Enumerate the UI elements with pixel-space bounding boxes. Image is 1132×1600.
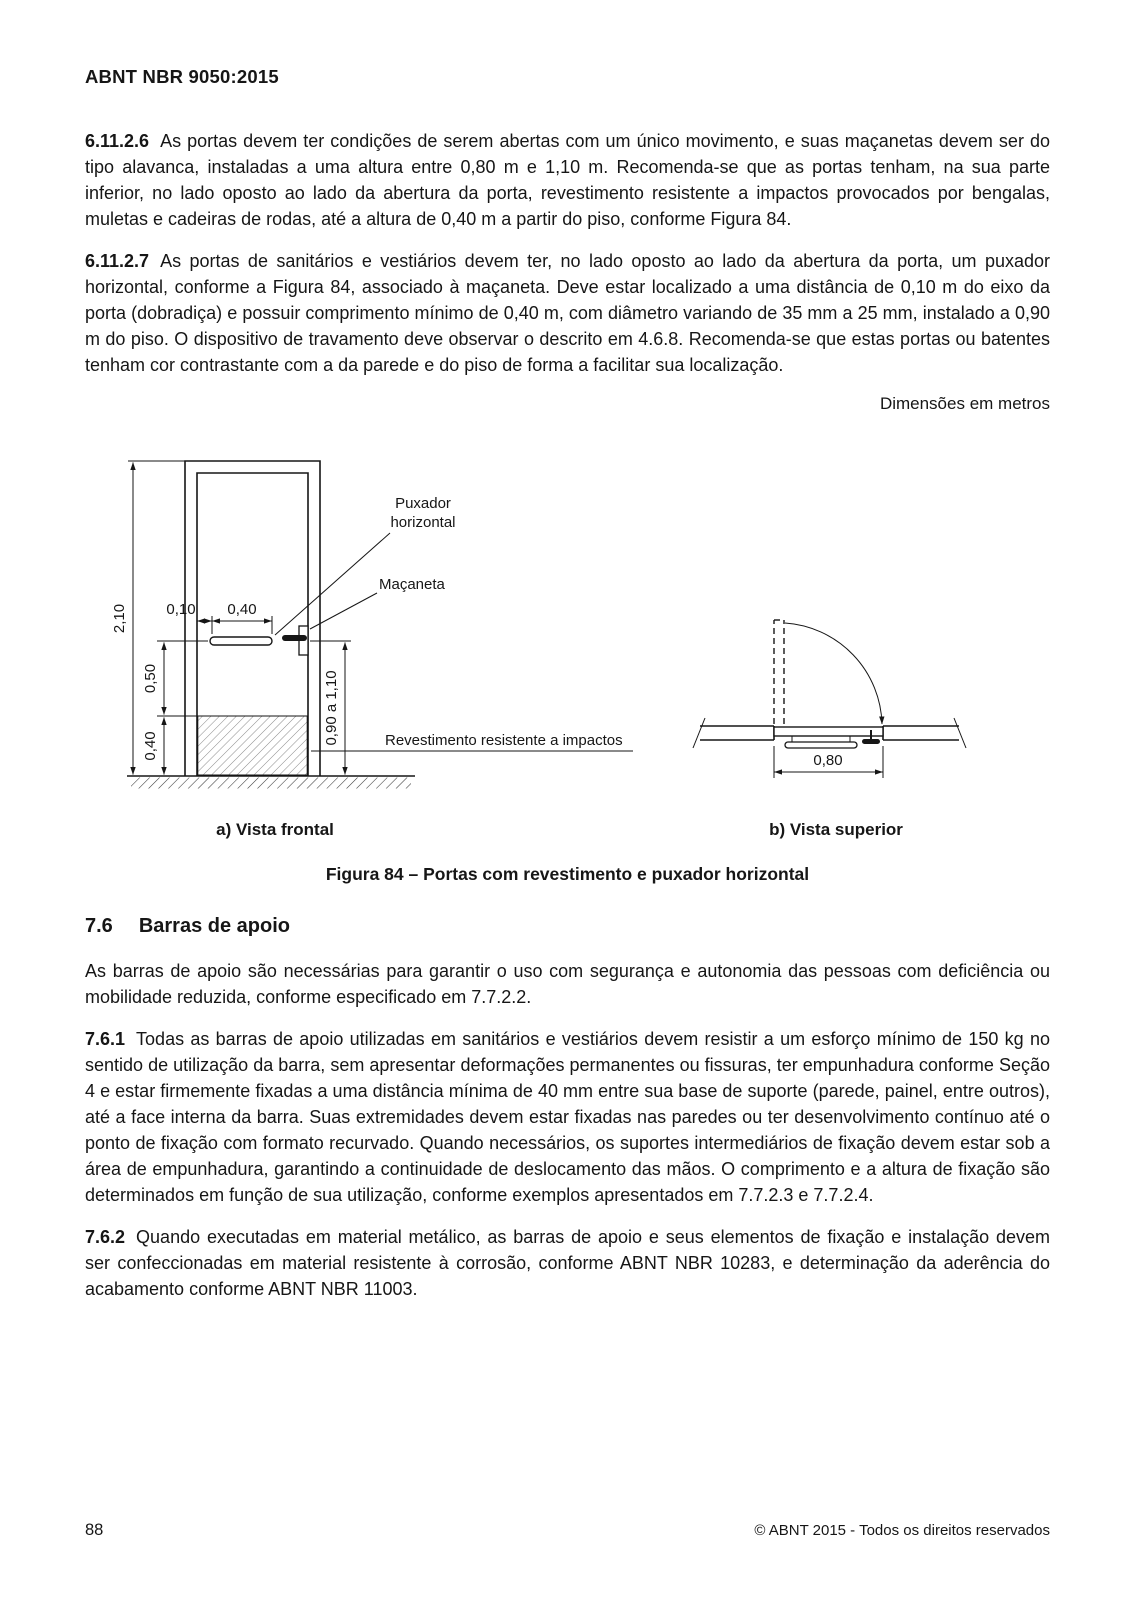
pull-handle-plan — [785, 742, 857, 748]
lever-handle-label: Maçaneta — [379, 576, 445, 593]
paragraph-7-6-intro — [85, 958, 1050, 1010]
dim-label-mid-height: 0,50 — [142, 663, 159, 694]
dimension-cladding-height — [142, 718, 164, 775]
clause-text: As portas de sanitários e vestiários devem ter, no lado oposto ao lado da abertura da porta, um puxador horizontal, conforme a Figura 84, associado à maçaneta. Deve estar localizado a uma distância de 0,10 m do eixo da porta (dobradiça) e possuir comprimento mínimo de 0,40 m, com diâmetro variando de 35 mm a 25 mm, instalado a 0,90 m do piso. O dispositivo de travamento deve observar o descrito em 4.6.8. Recomenda-se que estas portas ou batentes tenham cor contrastante com a da parede e do piso de forma a facilitar sua localização. — [85, 251, 1050, 375]
standard-code: ABNT NBR 9050:2015 — [85, 66, 279, 87]
dimension-door-width — [774, 746, 883, 778]
clause-7-6-2 — [85, 1224, 1050, 1302]
clause-number: 6.11.2.7 — [85, 251, 150, 271]
dim-label-door-width: 0,80 — [813, 752, 843, 769]
ground-hatch — [131, 778, 411, 789]
dim-label-total-height: 2,10 — [111, 603, 128, 634]
page-footer — [85, 1521, 1050, 1540]
clause-number: 7.6.1 — [85, 1029, 126, 1049]
dimension-mid-height — [142, 641, 208, 716]
dimension-handle-height-range — [310, 641, 351, 775]
dim-label-handle-height-range: 0,90 a 1,10 — [323, 670, 340, 746]
document-header — [85, 66, 1050, 88]
page-number: 88 — [85, 1521, 104, 1539]
impact-cladding-area — [198, 716, 307, 775]
ground — [127, 776, 415, 789]
clause-text: Quando executadas em material metálico, as barras de apoio e seus elementos de fixação e instalação devem ser confeccionadas em material resistente à corrosão, conforme ABNT NBR 10283, e determinação da aderência do acabamento conforme ABNT NBR 11003. — [85, 1227, 1050, 1299]
copyright-notice: © ABNT 2015 - Todos os direitos reservados — [754, 1522, 1050, 1539]
section-7-6-heading — [85, 915, 1050, 938]
dim-label-hinge-offset: 0,10 — [166, 601, 196, 618]
clause-6-11-2-6 — [85, 128, 1050, 232]
paragraph-text: As barras de apoio são necessárias para garantir o uso com segurança e autonomia das pessoas com deficiência ou mobilidade reduzida, conforme especificado em 7.7.2.2. — [85, 961, 1050, 1007]
door-swing-arc — [785, 623, 882, 724]
clause-text: As portas devem ter condições de serem abertas com um único movimento, e suas maçanetas devem ser do tipo alavanca, instaladas a uma altura entre 0,80 m e 1,10 m. Recomenda-se que as portas tenham, na sua parte inferior, no lado oposto ao lado da abertura da porta, revestimento resistente a impactos provocados por bengalas, muletas e cadeiras de rodas, até a altura de 0,40 m a partir do piso, conforme Figura 84. — [85, 131, 1050, 229]
dimension-handle-offset-and-length — [166, 601, 272, 634]
figure-84 — [85, 426, 1050, 885]
clause-6-11-2-7 — [85, 248, 1050, 378]
door-plan — [774, 620, 883, 748]
frontal-view-drawing — [85, 426, 645, 796]
subcaption-superior: b) Vista superior — [769, 820, 903, 839]
section-number: 7.6 — [85, 915, 113, 937]
superior-view-drawing — [686, 606, 1026, 796]
pull-handle-label-line2: horizontal — [390, 514, 456, 531]
wall-break-left — [693, 718, 705, 748]
wall-break-right — [954, 718, 966, 748]
door-leaf-closed-plan — [774, 727, 883, 736]
dimensions-unit-note: Dimensões em metros — [879, 394, 1050, 413]
door-elevation — [185, 461, 320, 776]
dim-label-handle-length: 0,40 — [227, 601, 257, 618]
frontal-view-column — [85, 426, 645, 840]
door-leaf-open-dashed — [774, 620, 784, 724]
clause-text: Todas as barras de apoio utilizadas em sanitários e vestiários devem resistir a um esforço mínimo de 150 kg no sentido de utilização da barra, sem apresentar deformações permanentes ou fissuras, ter empunhadura conforme Seção 4 e estar firmemente fixadas a uma distância mínima de 40 mm entre sua base de suporte (parede, painel, entre outros), até a face interna da barra. Suas extremidades devem estar fixadas nas paredes ou ter desenvolvimento contínuo até o ponto de fixação com formato recurvado. Quando necessários, os suportes intermediários de fixação devem estar sob a área de empunhadura, garantindo a continuidade de deslocamento das mãos. O comprimento e a altura de fixação são determinados em função de sua utilização, conforme exemplos apresentados em 7.7.2.3 e 7.7.2.4. — [85, 1029, 1050, 1205]
clause-7-6-1 — [85, 1026, 1050, 1208]
section-title: Barras de apoio — [138, 915, 290, 937]
horizontal-pull-handle — [210, 637, 272, 645]
clause-number: 7.6.2 — [85, 1227, 126, 1247]
superior-view-column — [686, 606, 1026, 840]
figure-caption: Figura 84 – Portas com revestimento e puxador horizontal — [325, 864, 810, 884]
cladding-label: Revestimento resistente a impactos — [385, 732, 623, 749]
pull-handle-label-line1: Puxador — [395, 495, 451, 512]
lever-handle — [285, 626, 308, 655]
figure-drawings-row — [85, 426, 1050, 840]
dim-label-cladding-height: 0,40 — [142, 731, 159, 761]
clause-number: 6.11.2.6 — [85, 131, 150, 151]
pull-handle-leader-line — [275, 533, 390, 635]
subcaption-frontal: a) Vista frontal — [216, 820, 334, 839]
